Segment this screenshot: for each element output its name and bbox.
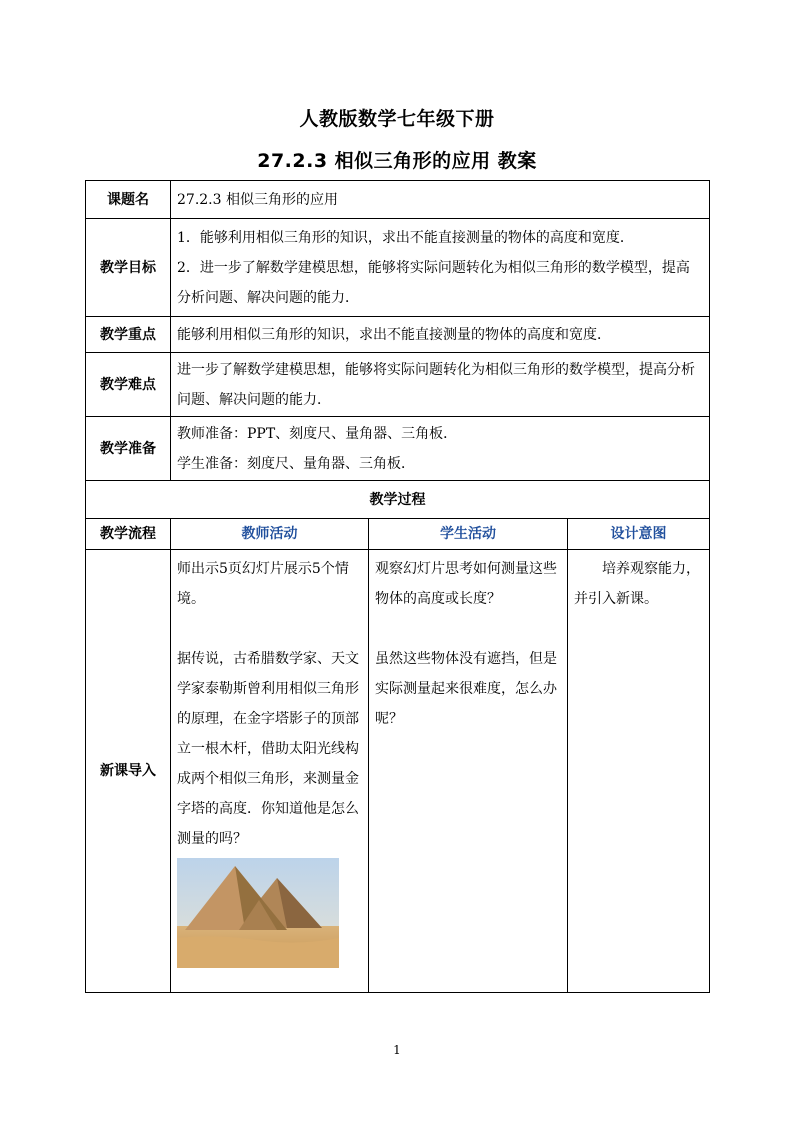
teacher-preparation: 教师准备：PPT、刻度尺、量角器、三角板． xyxy=(177,425,458,442)
spacer xyxy=(375,614,561,644)
intro-student-activity xyxy=(369,550,568,993)
process-header: 教学过程 xyxy=(86,481,710,519)
lesson-plan-table xyxy=(85,180,710,993)
key-point-value: 能够利用相似三角形的知识，求出不能直接测量的物体的高度和宽度． xyxy=(171,317,710,353)
goals-value xyxy=(171,219,710,317)
design-intent-text: 培养观察能力，并引入新课。 xyxy=(574,561,700,607)
student-activity-p1: 观察幻灯片思考如何测量这些物体的高度或长度？ xyxy=(375,561,557,607)
row-course-name xyxy=(86,181,710,219)
row-key-point xyxy=(86,317,710,353)
student-activity-p2: 虽然这些物体没有遮挡，但是实际测量起来很难度，怎么办呢？ xyxy=(375,651,557,727)
course-name-label: 课题名 xyxy=(86,181,171,219)
intro-label: 新课导入 xyxy=(86,550,171,993)
row-flow-header xyxy=(86,519,710,550)
row-preparation xyxy=(86,417,710,481)
difficulty-value: 进一步了解数学建模思想，能够将实际问题转化为相似三角形的数学模型，提高分析问题、解决问题的能力． xyxy=(171,353,710,417)
flow-header-teacher: 教师活动 xyxy=(171,519,369,550)
key-point-label: 教学重点 xyxy=(86,317,171,353)
row-process-header xyxy=(86,481,710,519)
spacer xyxy=(177,614,362,644)
goal-item-2: 2．进一步了解数学建模思想，能够将实际问题转化为相似三角形的数学模型，提高分析问题、解决问题的能力． xyxy=(177,259,690,306)
flow-header-col1: 教学流程 xyxy=(86,519,171,550)
row-goals xyxy=(86,219,710,317)
page-number: 1 xyxy=(393,1043,401,1057)
intro-design-intent xyxy=(568,550,710,993)
course-name-value: 27.2.3 相似三角形的应用 xyxy=(171,181,710,219)
doc-title: 人教版数学七年级下册 xyxy=(299,108,495,130)
preparation-label: 教学准备 xyxy=(86,417,171,481)
teacher-activity-p1: 师出示5页幻灯片展示5个情境。 xyxy=(177,561,349,607)
intro-teacher-activity xyxy=(171,550,369,993)
preparation-value xyxy=(171,417,710,481)
row-difficulty xyxy=(86,353,710,417)
difficulty-label: 教学难点 xyxy=(86,353,171,417)
teacher-activity-p2: 据传说，古希腊数学家、天文学家泰勒斯曾利用相似三角形的原理，在金字塔影子的顶部立一根木杆，借助太阳光线构成两个相似三角形，来测量金字塔的高度．你知道他是怎么测量的吗？ xyxy=(177,651,359,847)
flow-header-student: 学生活动 xyxy=(369,519,568,550)
goal-item-1: 1．能够利用相似三角形的知识，求出不能直接测量的物体的高度和宽度． xyxy=(177,229,634,246)
flow-header-intent: 设计意图 xyxy=(568,519,710,550)
student-preparation: 学生准备：刻度尺、量角器、三角板． xyxy=(177,455,415,472)
pyramid-photo-icon xyxy=(177,858,339,968)
row-intro xyxy=(86,550,710,993)
doc-subtitle: 27.2.3 相似三角形的应用 教案 xyxy=(257,150,537,172)
goals-label: 教学目标 xyxy=(86,219,171,317)
